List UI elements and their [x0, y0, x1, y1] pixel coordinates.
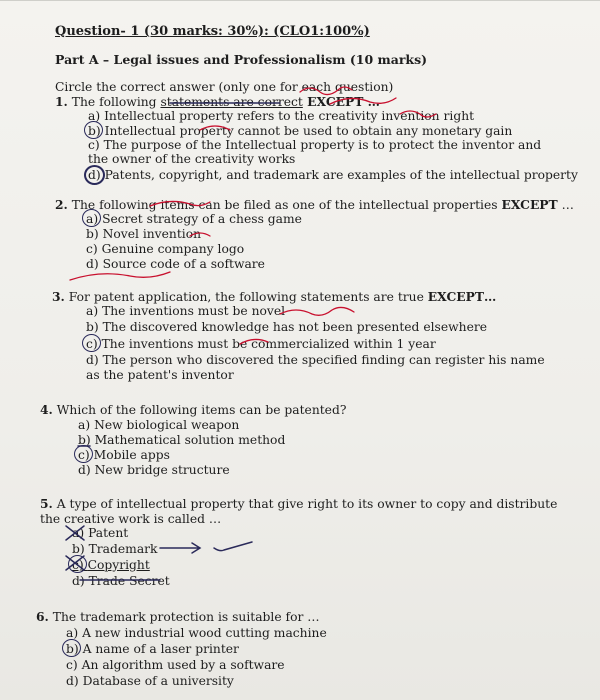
q3-option-d[interactable]: d) The person who discovered the specified finding can register his name as the patent's inventor: [86, 353, 545, 382]
cross-mark-q5-c: [66, 556, 84, 570]
q5-option-d[interactable]: d) Trade Secret: [72, 574, 170, 588]
ink-scribble-q1: [300, 87, 352, 95]
q4-option-d[interactable]: d) New bridge structure: [78, 463, 230, 477]
question-6-stem: 6. The trademark protection is suitable for …: [36, 609, 320, 624]
q4-option-b[interactable]: b) Mathematical solution method: [78, 433, 286, 447]
q5-option-a[interactable]: a) Patent: [72, 526, 129, 540]
q4-option-c[interactable]: c) Mobile apps: [78, 448, 170, 462]
ink-scribble-q1c: [400, 111, 436, 117]
ink-scribble-q2: [150, 201, 210, 206]
question-5-stem: 5. A type of intellectual property that give right to its owner to copy and distribute the creative work is called …: [40, 496, 558, 526]
ink-scribble-q2b: [190, 233, 210, 236]
q6-option-c[interactable]: c) An algorithm used by a software: [66, 658, 285, 672]
q1-option-c[interactable]: c) The purpose of the Intellectual property is to protect the inventor and the owner of the creativity works: [88, 138, 542, 166]
q3-option-a[interactable]: a) The inventions must be novel: [86, 304, 286, 318]
q2-option-d[interactable]: d) Source code of a software: [86, 257, 265, 271]
cross-mark-q5-a: [66, 526, 84, 540]
q6-option-d[interactable]: d) Database of a university: [66, 674, 234, 688]
q6-option-b[interactable]: b) A name of a laser printer: [66, 642, 239, 656]
part-title: Part A – Legal issues and Professionalism (10 marks): [55, 52, 428, 67]
q1-option-d[interactable]: d) Patents, copyright, and trademark are examples of the intellectual property: [88, 168, 578, 182]
ink-scribble-q3c: [240, 339, 268, 344]
ink-scribble-q3b: [280, 307, 354, 315]
q2-option-a[interactable]: a) Secret strategy of a chess game: [86, 212, 302, 226]
q1-option-a[interactable]: a) Intellectual property refers to the creativity invention right: [88, 109, 475, 123]
question-3-stem: 3. For patent application, the following statements are true EXCEPT…: [52, 289, 497, 304]
q3-option-c[interactable]: c) The inventions must be commercialized within 1 year: [86, 337, 436, 351]
ink-scribble-q1b: [330, 98, 396, 104]
ink-scribble-q1d: [200, 126, 230, 130]
q2-option-c[interactable]: c) Genuine company logo: [86, 242, 245, 256]
q5-option-b[interactable]: b) Trademark: [72, 542, 158, 556]
q5-option-c[interactable]: c) Copyright: [72, 558, 150, 572]
instructions: Circle the correct answer (only one for each question): [55, 80, 394, 94]
check-mark-q5: [214, 542, 252, 551]
question-4-stem: 4. Which of the following items can be patented?: [40, 402, 347, 417]
question-2-stem: 2. The following items can be filed as one of the intellectual properties EXCEPT …: [55, 197, 574, 212]
q3-option-b[interactable]: b) The discovered knowledge has not been presented elsewhere: [86, 320, 488, 334]
question-title: Question- 1 (30 marks: 30%): (CLO1:100%): [55, 24, 370, 39]
q2-option-b[interactable]: b) Novel invention: [86, 227, 202, 241]
question-number: 1.: [55, 94, 68, 109]
arrow-q5: [160, 543, 200, 553]
q6-option-a[interactable]: a) A new industrial wood cutting machine: [66, 626, 327, 640]
q4-option-a[interactable]: a) New biological weapon: [78, 418, 240, 432]
question-1-stem: 1. The following statements are correct EXCEPT …: [55, 94, 380, 109]
q1-option-b[interactable]: b) Intellectual property cannot be used to obtain any monetary gain: [88, 124, 513, 138]
ink-scribble-q3: [70, 272, 170, 280]
